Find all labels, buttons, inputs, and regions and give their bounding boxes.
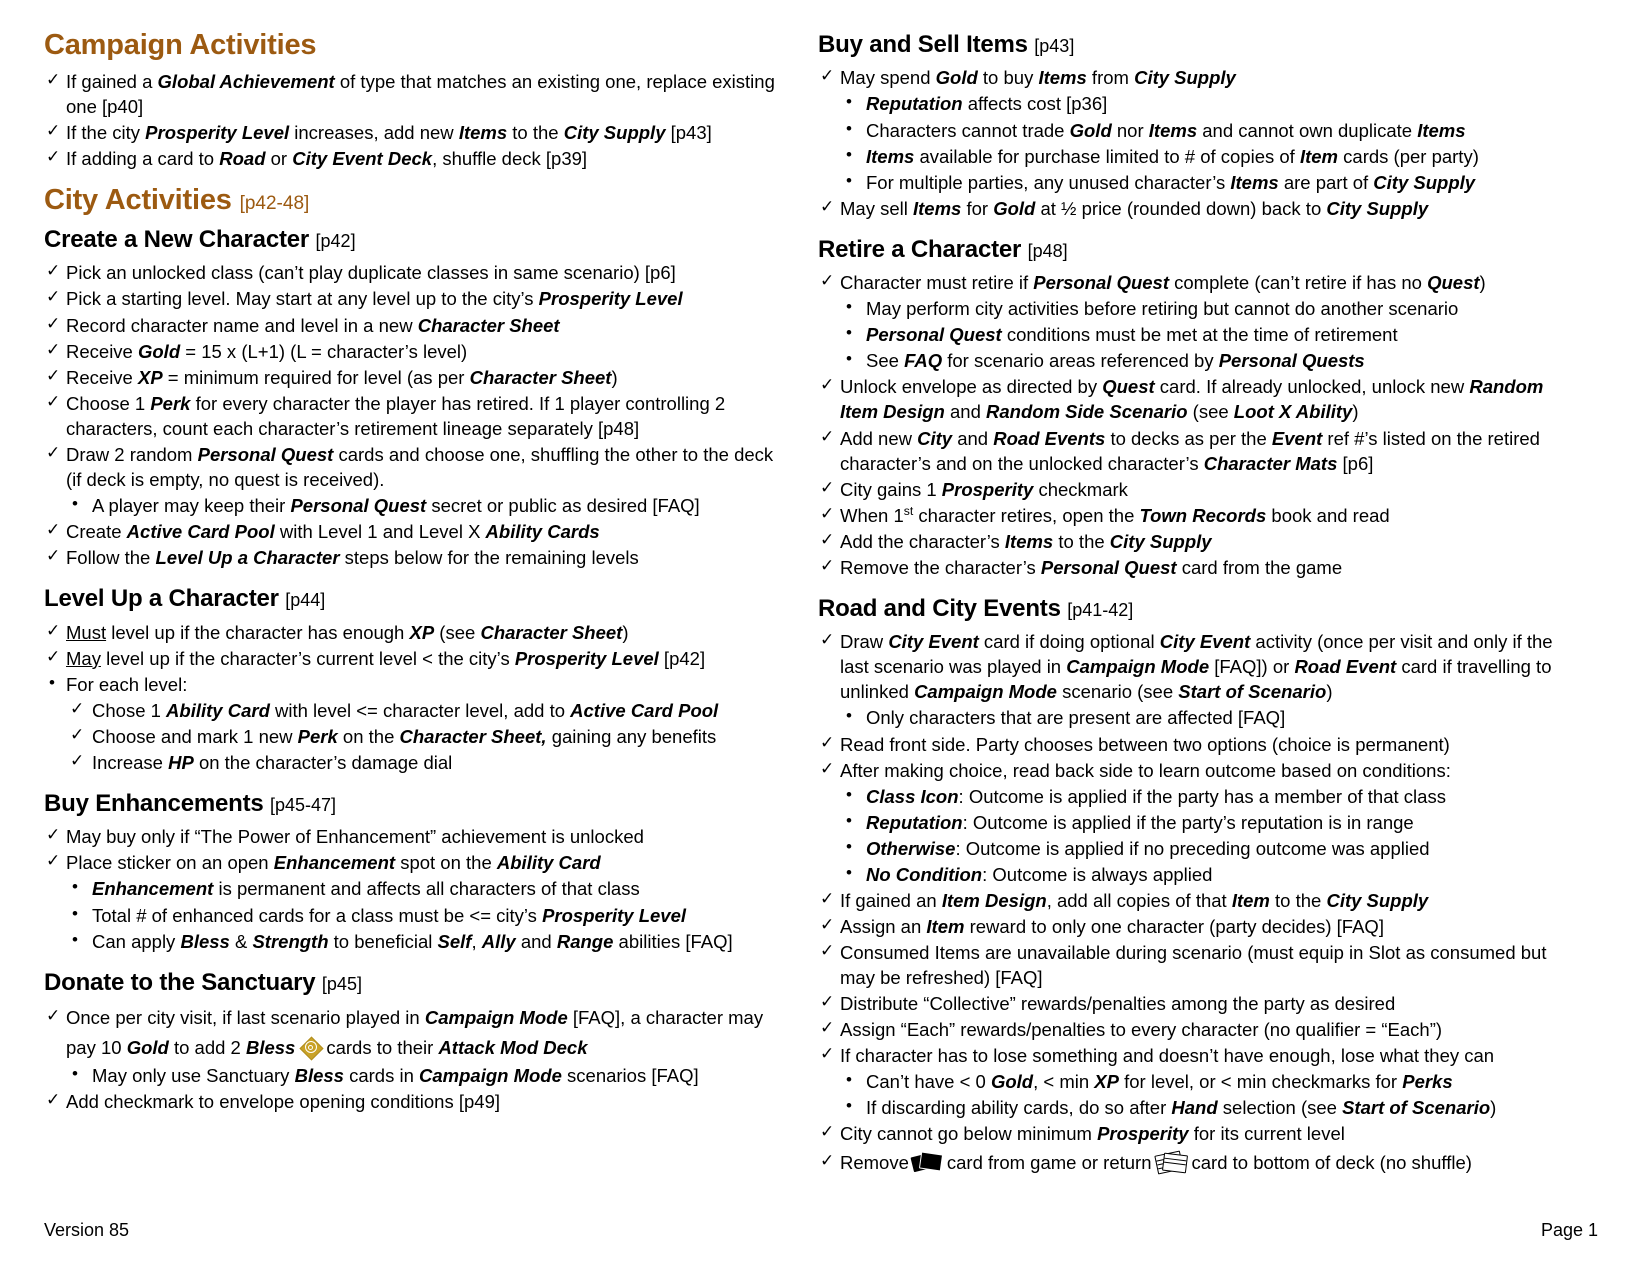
heading-road-and-city-events — [818, 596, 1578, 622]
lined-card-icon — [1155, 1151, 1187, 1173]
retire-a-character-list — [818, 270, 1578, 295]
list-item: ✓ Increase HP on the character’s damage dial — [44, 750, 784, 775]
list-item: ✓ Character must retire if Personal Quest complete (can’t retire if has no Quest) — [818, 270, 1578, 295]
list-item: ✓ Must level up if the character has enough XP (see Character Sheet) — [44, 620, 784, 645]
heading-create-a-new-character — [44, 227, 784, 253]
buy-enhancements-list — [44, 824, 784, 875]
heading-level-up-a-character-page-ref: [p44] — [285, 590, 326, 611]
footer-version: Version 85 — [44, 1220, 130, 1240]
buy-and-sell-items-list — [818, 65, 1578, 90]
list-item: ✓ City gains 1 Prosperity checkmark — [818, 477, 1578, 502]
list-item: ✓ If gained an Item Design, add all copies of that Item to the City Supply — [818, 888, 1578, 913]
list-item: ✓ Draw City Event card if doing optional City Event activity (once per visit and only if the last scenario was played in Campaign Mode [FAQ]) or Road Event card if travelling to unlinked Campaign Mode scenario (see Start of Scenario) — [818, 629, 1578, 704]
list-item: ✓ Choose 1 Perk for every character the player has retired. If 1 player controlling 2 characters, count each character’s retirement lineage separately [p48] — [44, 391, 784, 441]
right-column — [818, 30, 1578, 1178]
heading-create-a-new-character-page-ref: [p42] — [315, 231, 356, 252]
list-item: ✓ Unlock envelope as directed by Quest card. If already unlocked, unlock new Random Item Design and Random Side Scenario (see Loot X Ability) — [818, 374, 1578, 424]
road-and-city-events-list-4 — [818, 1121, 1578, 1177]
list-item: ✓ Add the character’s Items to the City Supply — [818, 529, 1578, 554]
list-item: ✓ Place sticker on an open Enhancement spot on the Ability Card — [44, 850, 784, 875]
retire-a-character-sublist — [818, 296, 1578, 373]
heading-retire-a-character-page-ref: [p48] — [1027, 240, 1068, 261]
list-item: ✓ Remove card from game or return card to bottom of deck (no shuffle) — [818, 1148, 1578, 1178]
list-item: • Class Icon: Outcome is applied if the party has a member of that class — [818, 784, 1578, 809]
heading-campaign-activities — [44, 30, 784, 62]
list-item: ✓ Draw 2 random Personal Quest cards and choose one, shuffling the other to the deck (if deck is empty, no quest is received). — [44, 442, 784, 492]
list-item: ✓ When 1st character retires, open the Town Records book and read — [818, 503, 1578, 528]
heading-donate-to-the-sanctuary-page-ref: [p45] — [321, 973, 362, 994]
list-item: ✓ Add checkmark to envelope opening conditions [p49] — [44, 1089, 784, 1114]
heading-retire-a-character — [818, 237, 1578, 263]
list-item: ✓ City cannot go below minimum Prosperity for its current level — [818, 1121, 1578, 1146]
list-item: ✓ Consumed Items are unavailable during scenario (must equip in Slot as consumed but may be refreshed) [FAQ] — [818, 940, 1578, 990]
heading-buy-and-sell-items-text: Buy and Sell Items — [818, 31, 1028, 58]
footer-page-number: Page 1 — [1540, 1220, 1598, 1240]
list-item: ✓ Pick a starting level. May start at any level up to the city’s Prosperity Level — [44, 286, 784, 311]
heading-create-a-new-character-text: Create a New Character — [44, 226, 310, 254]
list-item: ✓ May level up if the character’s current level < the city’s Prosperity Level [p42] — [44, 646, 784, 671]
list-item: • Total # of enhanced cards for a class must be <= city’s Prosperity Level — [44, 903, 784, 928]
heading-campaign-activities-text: Campaign Activities — [44, 29, 317, 61]
heading-road-and-city-events-text: Road and City Events — [818, 594, 1061, 622]
list-item: ✓ Record character name and level in a new Character Sheet — [44, 313, 784, 338]
road-and-city-events-list — [818, 629, 1578, 704]
list-item: ✓ Create Active Card Pool with Level 1 and Level X Ability Cards — [44, 519, 784, 544]
road-and-city-events-sublist-2 — [818, 784, 1578, 887]
road-and-city-events-list-2 — [818, 732, 1578, 783]
list-item: ✓ Once per city visit, if last scenario played in Campaign Mode [FAQ], a character may pay 10 Gold to add 2 Bless cards to their Attack Mod Deck — [44, 1003, 784, 1062]
list-item: ✓ May sell Items for Gold at ½ price (rounded down) back to City Supply — [818, 196, 1578, 221]
list-item: • Items available for purchase limited to # of copies of Item cards (per party) — [818, 144, 1578, 169]
list-item: ✓ If gained a Global Achievement of type that matches an existing one, replace existing one [p40] — [44, 69, 784, 119]
list-item: ✓ May spend Gold to buy Items from City Supply — [818, 65, 1578, 90]
donate-to-the-sanctuary-list-cont — [44, 1089, 784, 1114]
list-item: ✓ Remove the character’s Personal Quest card from the game — [818, 555, 1578, 580]
campaign-activities-list — [44, 69, 784, 171]
list-item: • May perform city activities before retiring but cannot do another scenario — [818, 296, 1578, 321]
list-item: • Characters cannot trade Gold nor Items and cannot own duplicate Items — [818, 118, 1578, 143]
list-item: • If discarding ability cards, do so after Hand selection (see Start of Scenario) — [818, 1095, 1578, 1120]
heading-level-up-a-character — [44, 586, 784, 612]
list-item: ✓ Add new City and Road Events to decks as per the Event ref #’s listed on the retired character’s and on the unlocked character’s Character Mats [p6] — [818, 426, 1578, 476]
heading-city-activities — [44, 185, 784, 217]
level-up-a-character-list — [44, 620, 784, 697]
black-card-icon — [912, 1152, 942, 1173]
heading-buy-enhancements — [44, 791, 784, 817]
list-item: ✓ Assign an Item reward to only one character (party decides) [FAQ] — [818, 914, 1578, 939]
road-and-city-events-sublist-3 — [818, 1069, 1578, 1120]
list-item: ✓ Receive Gold = 15 x (L+1) (L = character’s level) — [44, 339, 784, 364]
list-item: • A player may keep their Personal Quest secret or public as desired [FAQ] — [44, 493, 784, 518]
list-item: • Personal Quest conditions must be met at the time of retirement — [818, 322, 1578, 347]
level-up-a-character-sublist — [44, 698, 784, 775]
list-item: ✓ If character has to lose something and doesn’t have enough, lose what they can — [818, 1043, 1578, 1068]
list-item: ✓ Pick an unlocked class (can’t play duplicate classes in same scenario) [p6] — [44, 260, 784, 285]
heading-buy-and-sell-items — [818, 32, 1578, 58]
heading-city-activities-text: City Activities — [44, 184, 232, 217]
list-item: ✓ After making choice, read back side to learn outcome based on conditions: — [818, 758, 1578, 783]
heading-retire-a-character-text: Retire a Character — [818, 235, 1022, 263]
list-item: • See FAQ for scenario areas referenced by Personal Quests — [818, 348, 1578, 373]
road-and-city-events-list-3 — [818, 888, 1578, 1068]
heading-donate-to-the-sanctuary — [44, 970, 784, 996]
list-item: • No Condition: Outcome is always applied — [818, 862, 1578, 887]
list-item: • Reputation: Outcome is applied if the party’s reputation is in range — [818, 810, 1578, 835]
create-a-new-character-list — [44, 260, 784, 492]
heading-road-and-city-events-page-ref: [p41-42] — [1067, 599, 1134, 620]
list-item: ✓ Read front side. Party chooses between two options (choice is permanent) — [818, 732, 1578, 757]
list-item: • Reputation affects cost [p36] — [818, 91, 1578, 116]
heading-buy-enhancements-page-ref: [p45-47] — [270, 794, 337, 815]
list-item: • Only characters that are present are affected [FAQ] — [818, 705, 1578, 730]
two-column-layout — [44, 30, 1598, 1178]
buy-enhancements-sublist — [44, 876, 784, 953]
donate-to-the-sanctuary-sublist — [44, 1063, 784, 1088]
left-column — [44, 30, 784, 1115]
heading-buy-and-sell-items-page-ref: [p43] — [1034, 36, 1075, 56]
retire-a-character-list-cont — [818, 374, 1578, 580]
create-a-new-character-list-cont — [44, 519, 784, 570]
list-item: ✓ Choose and mark 1 new Perk on the Character Sheet, gaining any benefits — [44, 724, 784, 749]
list-item: ✓ Assign “Each” rewards/penalties to every character (no qualifier = “Each”) — [818, 1017, 1578, 1042]
list-item: ✓ If the city Prosperity Level increases, add new Items to the City Supply [p43] — [44, 120, 784, 145]
list-item: ✓ Distribute “Collective” rewards/penalties among the party as desired — [818, 991, 1578, 1016]
donate-to-the-sanctuary-list — [44, 1003, 784, 1062]
heading-city-activities-page-ref: [p42-48] — [239, 193, 310, 215]
page-footer — [44, 1220, 1598, 1241]
list-item: ✓ Chose 1 Ability Card with level <= character level, add to Active Card Pool — [44, 698, 784, 723]
heading-level-up-a-character-text: Level Up a Character — [44, 585, 279, 613]
buy-and-sell-items-sublist — [818, 91, 1578, 194]
road-and-city-events-sublist-1 — [818, 705, 1578, 730]
list-item: ✓ May buy only if “The Power of Enhancement” achievement is unlocked — [44, 824, 784, 849]
list-item: • May only use Sanctuary Bless cards in Campaign Mode scenarios [FAQ] — [44, 1063, 784, 1088]
list-item: • For each level: — [44, 672, 784, 697]
list-item: • Can apply Bless & Strength to beneficial Self, Ally and Range abilities [FAQ] — [44, 929, 784, 954]
list-item: ✓ Receive XP = minimum required for level (as per Character Sheet) — [44, 365, 784, 390]
list-item: • Otherwise: Outcome is applied if no preceding outcome was applied — [818, 836, 1578, 861]
list-item: ✓ If adding a card to Road or City Event Deck, shuffle deck [p39] — [44, 146, 784, 171]
list-item: ✓ Follow the Level Up a Character steps below for the remaining levels — [44, 545, 784, 570]
heading-buy-enhancements-text: Buy Enhancements — [44, 789, 264, 817]
list-item: • Enhancement is permanent and affects all characters of that class — [44, 876, 784, 901]
bless-diamond-icon — [299, 1036, 322, 1059]
heading-donate-to-the-sanctuary-text: Donate to the Sanctuary — [44, 968, 316, 996]
list-item: • Can’t have < 0 Gold, < min XP for level, or < min checkmarks for Perks — [818, 1069, 1578, 1094]
list-item: • For multiple parties, any unused character’s Items are part of City Supply — [818, 170, 1578, 195]
create-a-new-character-sublist — [44, 493, 784, 518]
buy-and-sell-items-list-cont — [818, 196, 1578, 221]
